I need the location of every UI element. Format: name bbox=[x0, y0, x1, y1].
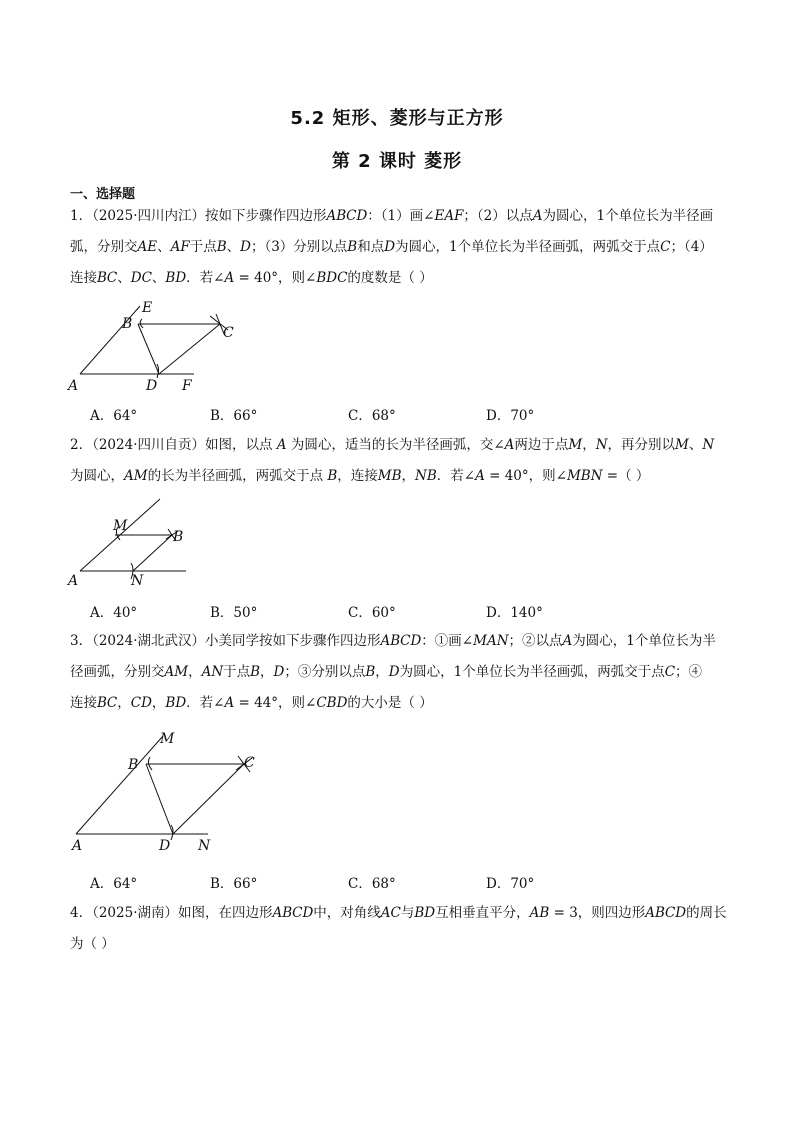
q3-option-d[interactable]: D．70° bbox=[486, 876, 535, 892]
q3-option-c[interactable]: C．68° bbox=[348, 876, 396, 892]
q2-label-b: B bbox=[173, 529, 184, 545]
question-3-line-1: 3．（2024·湖北武汉）小美同学按如下步骤作四边形𝐴𝐵𝐶𝐷：①画∠𝑀𝐴𝑁；②以点𝐴为圆心，1个单位长为半 bbox=[70, 633, 716, 649]
q1-option-b[interactable]: B．66° bbox=[210, 408, 258, 424]
q2-label-n: N bbox=[131, 573, 144, 588]
q2-option-b[interactable]: B．50° bbox=[210, 605, 258, 621]
question-2-line-1: 2．（2024·四川自贡）如图，以点 𝐴 为圆心，适当的长为半径画弧，交∠𝐴两边于点𝑀，𝑁，再分别以𝑀、𝑁 bbox=[70, 437, 715, 453]
q3-option-b[interactable]: B．66° bbox=[210, 876, 258, 892]
q1-label-a: A bbox=[68, 378, 79, 394]
q3-label-d: D bbox=[159, 838, 171, 854]
question-1-line-3: 连接𝐵𝐶、𝐷𝐶、𝐵𝐷．若∠𝐴 = 40°，则∠𝐵𝐷𝐶的度数是（ ） bbox=[70, 270, 433, 286]
q1-label-b: B bbox=[122, 316, 133, 332]
question-1-line-2: 弧，分别交𝐴𝐸、𝐴𝐹于点𝐵、𝐷；（3）分别以点𝐵和点𝐷为圆心，1个单位长为半径画弧，两弧交于点𝐶；（4） bbox=[70, 239, 713, 255]
q2-label-a: A bbox=[68, 573, 79, 588]
q1-label-c: C bbox=[223, 325, 234, 341]
q1-label-e: E bbox=[142, 300, 153, 316]
q1-option-d[interactable]: D．70° bbox=[486, 408, 535, 424]
section-heading: 一、选择题 bbox=[70, 187, 136, 202]
q3-label-a: A bbox=[72, 838, 83, 854]
q3-label-c: C bbox=[244, 755, 255, 771]
question-3-line-3: 连接𝐵𝐶，𝐶𝐷，𝐵𝐷．若∠𝐴 = 44°，则∠𝐶𝐵𝐷的大小是（ ） bbox=[70, 695, 433, 711]
q3-label-b: B bbox=[128, 757, 139, 773]
question-1-line-1: 1．（2025·四川内江）按如下步骤作四边形𝐴𝐵𝐶𝐷：（1）画∠𝐸𝐴𝐹；（2）以点𝐴为圆心，1个单位长为半径画 bbox=[70, 208, 714, 224]
question-2-figure bbox=[60, 493, 200, 588]
question-3-line-2: 径画弧，分别交𝐴𝑀，𝐴𝑁于点𝐵，𝐷；③分别以点𝐵，𝐷为圆心，1个单位长为半径画弧，两弧交于点𝐶；④ bbox=[70, 664, 703, 680]
q3-option-a[interactable]: A．64° bbox=[90, 876, 138, 892]
q2-option-a[interactable]: A．40° bbox=[90, 605, 138, 621]
q1-label-f: F bbox=[182, 378, 192, 394]
q1-option-a[interactable]: A．64° bbox=[90, 408, 138, 424]
page-title: 5.2 矩形、菱形与正方形 bbox=[290, 108, 504, 129]
question-4-line-2: 为（ ） bbox=[70, 936, 115, 952]
q2-label-m: M bbox=[113, 518, 128, 534]
q1-option-c[interactable]: C．68° bbox=[348, 408, 396, 424]
question-2-line-2: 为圆心，𝐴𝑀的长为半径画弧，两弧交于点 𝐵，连接𝑀𝐵，𝑁𝐵．若∠𝐴 = 40°，则∠𝑀𝐵𝑁 =（ ） bbox=[70, 468, 650, 484]
question-3-figure bbox=[60, 722, 270, 860]
q2-option-d[interactable]: D．140° bbox=[486, 605, 543, 621]
q2-option-c[interactable]: C．60° bbox=[348, 605, 396, 621]
question-4-line-1: 4．（2025·湖南）如图，在四边形𝐴𝐵𝐶𝐷中，对角线𝐴𝐶与𝐵𝐷互相垂直平分，𝐴𝐵 = 3，则四边形𝐴𝐵𝐶𝐷的周长 bbox=[70, 905, 727, 921]
page-subtitle: 第 2 课时 菱形 bbox=[331, 151, 463, 172]
q3-label-n: N bbox=[198, 838, 211, 854]
q3-label-m: M bbox=[160, 731, 175, 747]
question-1-figure bbox=[60, 296, 260, 396]
q1-label-d: D bbox=[146, 378, 158, 394]
